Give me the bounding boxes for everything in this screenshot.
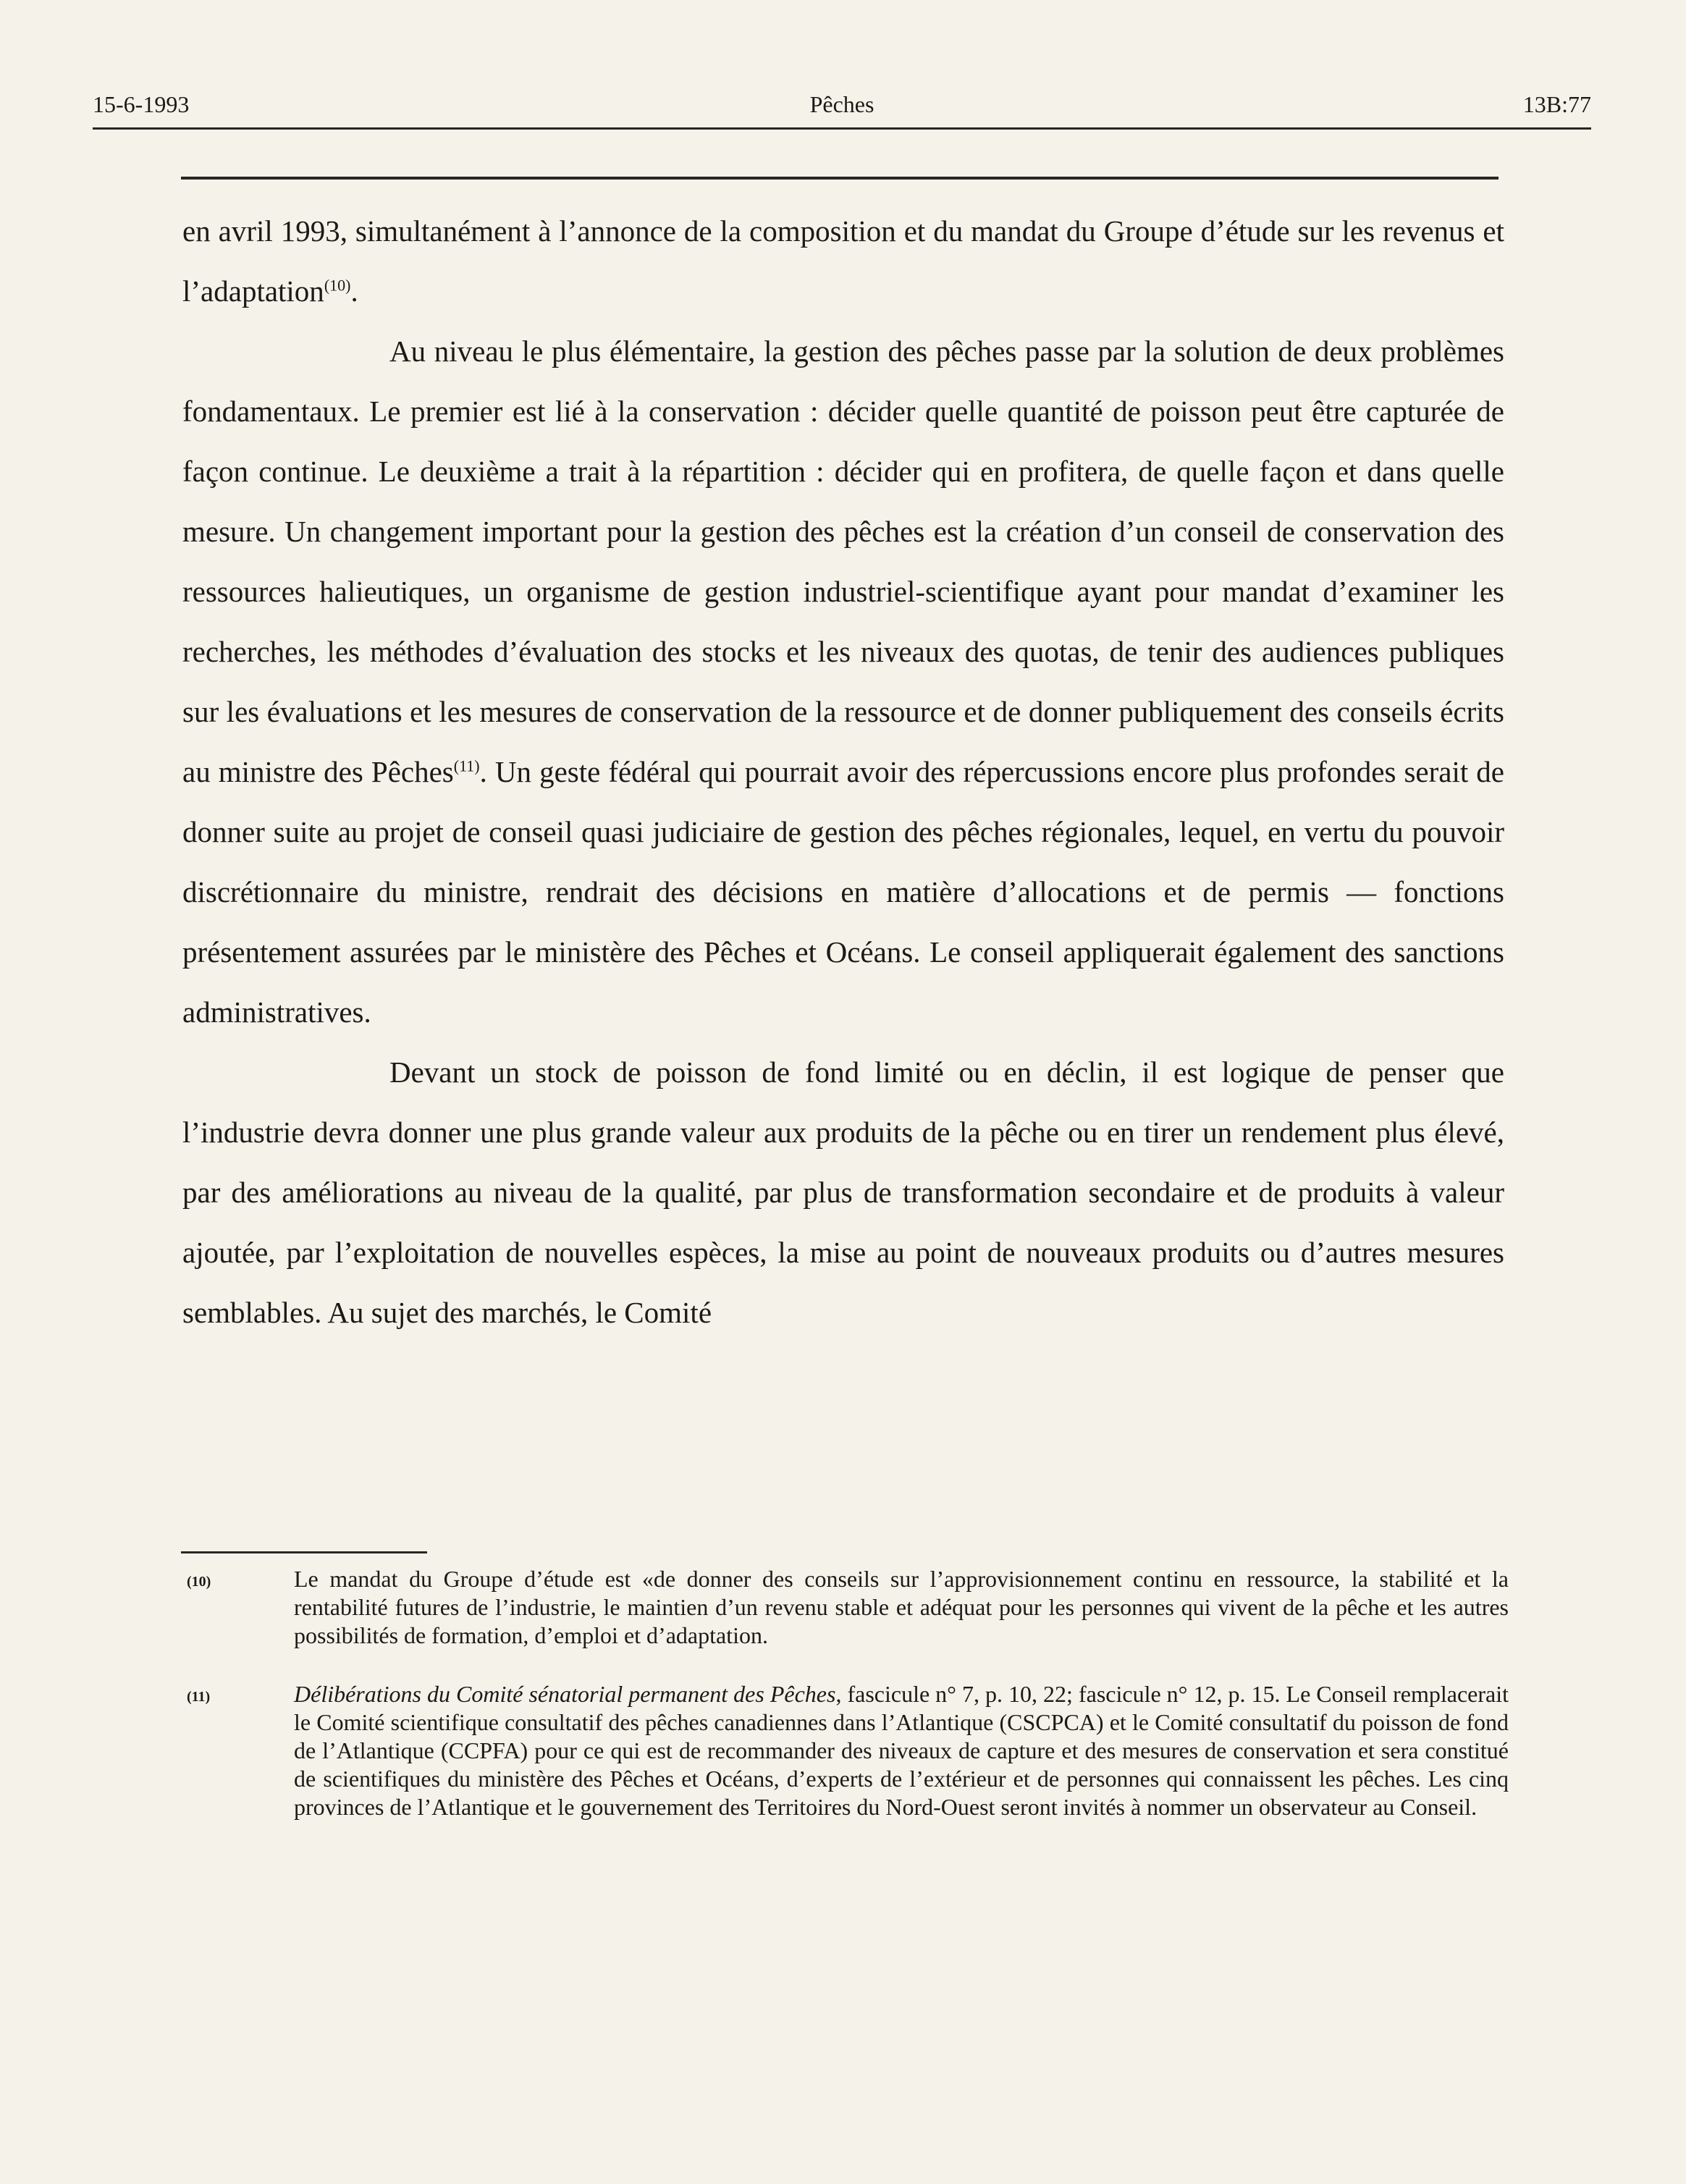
footnotes <box>187 1565 1509 1852</box>
header-page-reference: 13B:77 <box>1522 91 1591 117</box>
footnote-text: , fascicule n° 7, p. 10, 22; fascicule n° 12, p. 15. Le Conseil remplacerait le Comité scientifique consultatif des pêches canadiennes dans l’Atlantique (CSCPCA) et le Comité consultatif du poisson de fond de l’Atlantique (CCPFA) pour ce qui est de recommander des niveaux de capture et des mesures de conservation et sera constitué de scientifiques du ministère des Pêches et Océans, d’experts de l’extérieur et de personnes qui connaissent les pêches. Les cinq provinces de l’Atlantique et le gouvernement des Territoires du Nord-Ouest seront invités à nommer un observateur au Conseil. <box>294 1681 1509 1820</box>
footnote-separator <box>181 1551 427 1553</box>
footnote-citation-title: Délibérations du Comité sénatorial permanent des Pêches <box>294 1681 836 1707</box>
paragraph-3: Devant un stock de poisson de fond limité ou en déclin, il est logique de penser que l’industrie devra donner une plus grande valeur aux produits de la pêche ou en tirer un rendement plus élevé, par des améliorations au niveau de la qualité, par plus de transformation secondaire et de produits à valeur ajoutée, par l’exploitation de nouvelles espèces, la mise au point de nouveaux produits ou d’autres mesures semblables. Au sujet des marchés, le Comité <box>182 1055 1504 1329</box>
body-text <box>182 201 1504 1343</box>
footnote-text: Le mandat du Groupe d’étude est «de donner des conseils sur l’approvisionnement continu en ressource, la stabilité et la rentabilité futures de l’industrie, le maintien d’un revenu stable et adéquat pour les personnes qui vivent de la pêche et les autres possibilités de formation, d’emploi et d’adaptation. <box>294 1566 1509 1648</box>
footnote-10 <box>187 1565 1509 1650</box>
header-rule <box>93 127 1591 130</box>
page-header <box>93 85 1591 126</box>
header-title: Pêches <box>809 91 874 117</box>
body-top-rule <box>181 177 1499 180</box>
footnote-mark: (11) <box>187 1689 211 1705</box>
paragraph-2-text-a: Au niveau le plus élémentaire, la gestion des pêches passe par la solution de deux problèmes fondamentaux. Le premier est lié à la conservation : décider quelle quantité de poisson peut être capturée de façon continue. Le deuxième a trait à la répartition : décider qui en profitera, de quelle façon et dans quelle mesure. Un changement important pour la gestion des pêches est la création d’un conseil de conservation des ressources halieutiques, un organisme de gestion industriel-scientifique ayant pour mandat d’examiner les recherches, les méthodes d’évaluation des stocks et les niveaux des quotas, de tenir des audiences publiques sur les évaluations et les mesures de conservation de la ressource et de donner publiquement des conseils écrits au ministre des Pêches <box>182 334 1504 788</box>
footnote-mark: (10) <box>187 1574 211 1590</box>
paragraph-1-text: en avril 1993, simultanément à l’annonce de la composition et du mandat du Groupe d’étude sur les revenus et l’adaptation <box>182 214 1504 308</box>
footnote-ref-11: (11) <box>453 756 480 775</box>
footnote-11 <box>187 1680 1509 1821</box>
paragraph-1-end: . <box>350 274 358 308</box>
header-date: 15-6-1993 <box>93 91 190 117</box>
paragraph-2-text-b: . Un geste fédéral qui pourrait avoir des répercussions encore plus profondes serait de donner suite au projet de conseil quasi judiciaire de gestion des pêches régionales, lequel, en vertu du pouvoir discrétionnaire du ministre, rendrait des décisions en matière d’allocations et de permis — fonctions présentement assurées par le ministère des Pêches et Océans. Le conseil appliquerait également des sanctions administratives. <box>182 755 1504 1029</box>
paragraph-1 <box>182 201 1504 321</box>
paragraph-2 <box>182 321 1504 1042</box>
footnote-ref-10: (10) <box>324 276 351 295</box>
